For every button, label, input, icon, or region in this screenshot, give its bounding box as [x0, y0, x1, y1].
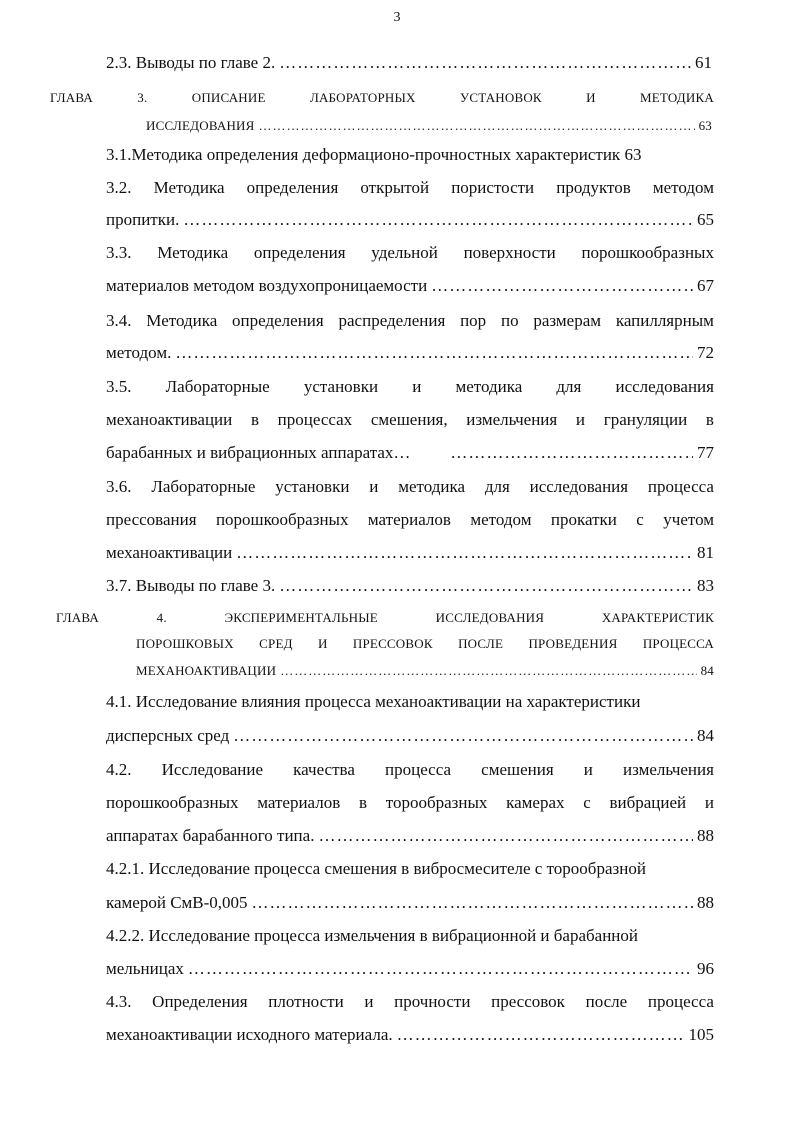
toc-entry-4-1-line1: 4.1. Исследование влияния процесса механоактивации на характеристики [106, 692, 641, 711]
toc-entry-3-2-line2: пропитки. …………………………………………………………………………………………………………………………………………………………………………………… 65 [106, 210, 714, 230]
dot-leader [397, 1025, 685, 1045]
toc-entry-4-2-line1: 4.2. Исследование качества процесса смешения и измельчения [106, 760, 714, 779]
toc-entry-4-2-1-line1: 4.2.1. Исследование процесса смешения в вибросмесителе с торообразной [106, 859, 646, 878]
toc-entry-page: 65 [697, 210, 714, 229]
chapter-3-heading-line1: ГЛАВА 3. ОПИСАНИЕ ЛАБОРАТОРНЫХ УСТАНОВОК И МЕТОДИКА [50, 90, 714, 105]
toc-entry-4-1-line2: дисперсных сред …………………………………………………………………………………………………………………………………………………………………………………… 84 [106, 726, 714, 746]
toc-entry-page: 72 [697, 343, 714, 362]
toc-entry-3-5-line3: барабанных и вибрационных аппаратах… …………………………………………………………………………………………………………………………………………………………………………………… 77 [106, 443, 714, 463]
dot-leader [280, 661, 696, 681]
toc-entry-3-3-line2: материалов методом воздухопроницаемости …………………………………………………………………………………………………………………………………………………………………………………… 67 [106, 276, 714, 296]
toc-entry-3-6-line3: механоактивации …………………………………………………………………………………………………………………………………………………………………………………… 81 [106, 543, 714, 563]
toc-entry-page: 105 [688, 1025, 714, 1044]
dot-leader [252, 893, 693, 913]
toc-entry-3-4-line1: 3.4. Методика определения распределения пор по размерам капиллярным [106, 311, 714, 330]
toc-entry-2-3 [106, 53, 712, 73]
dot-leader [318, 826, 693, 846]
chapter-4-heading-line2: ПОРОШКОВЫХ СРЕД И ПРЕССОВОК ПОСЛЕ ПРОВЕДЕНИЯ ПРОЦЕССА [136, 636, 714, 651]
dot-leader [175, 343, 693, 363]
dot-leader [183, 210, 693, 230]
toc-entry-3-6-line2: прессования порошкообразных материалов методом прокатки с учетом [106, 510, 714, 529]
dot-leader [279, 576, 693, 596]
dot-leader [279, 53, 691, 73]
toc-entry-page: 83 [697, 576, 714, 595]
toc-entry-3-5-line1: 3.5. Лабораторные установки и методика для исследования [106, 377, 714, 396]
toc-entry-page: 67 [697, 276, 714, 295]
chapter-4-heading-line3: МЕХАНОАКТИВАЦИИ …………………………………………………………………………………………………………………………………………………………………………………… 84 [136, 661, 714, 681]
page-number: 3 [393, 10, 401, 25]
dot-leader [431, 276, 693, 296]
toc-entry-page: 81 [697, 543, 714, 562]
toc-entry-page: 84 [700, 663, 714, 678]
toc-entry-3-2-line1: 3.2. Методика определения открытой пористости продуктов методом [106, 178, 714, 197]
toc-entry-title: 3.7. Выводы по главе 3. [106, 576, 276, 595]
toc-entry-page: 84 [697, 726, 714, 745]
dot-leader [259, 116, 695, 136]
dot-leader [236, 543, 693, 563]
toc-entry-3-1 [106, 145, 716, 165]
toc-entry-page: 77 [697, 443, 714, 462]
dot-leader [233, 726, 693, 746]
toc-entry-3-6-line1: 3.6. Лабораторные установки и методика для исследования процесса [106, 477, 714, 496]
toc-entry-3-5-line2: механоактивации в процессах смешения, измельчения и грануляции в [106, 410, 714, 429]
toc-entry-title: 2.3. Выводы по главе 2. [106, 53, 276, 72]
toc-entry-4-3-line1: 4.3. Определения плотности и прочности прессовок после процесса [106, 992, 714, 1011]
toc-entry-page: 63 [624, 145, 642, 164]
toc-entry-3-3-line1: 3.3. Методика определения удельной поверхности порошкообразных [106, 243, 714, 262]
toc-entry-page: 63 [698, 118, 712, 133]
toc-entry-4-2-line2: порошкообразных материалов в торообразных камерах с вибрацией и [106, 793, 714, 812]
toc-entry-4-2-line3: аппаратах барабанного типа. …………………………………………………………………………………………………………………………………………………………………………………… 88 [106, 826, 714, 846]
dot-leader [450, 443, 693, 463]
toc-entry-3-4-line2: методом. …………………………………………………………………………………………………………………………………………………………………………………… 72 [106, 343, 714, 363]
toc-entry-4-3-line2: механоактивации исходного материала. …………………………………………………………………………………………………………………………………………………………………………………… 105 [106, 1025, 714, 1045]
dot-leader [188, 959, 693, 979]
toc-entry-page: 88 [697, 826, 714, 845]
toc-entry-4-2-2-line2: мельницах …………………………………………………………………………………………………………………………………………………………………………………… 96 [106, 959, 714, 979]
chapter-3-heading-line2: ИССЛЕДОВАНИЯ …………………………………………………………………………………………………………………………………………………………………………………… 63 [146, 116, 712, 136]
toc-entry-page: 61 [695, 53, 712, 72]
chapter-4-heading-line1: ГЛАВА 4. ЭКСПЕРИМЕНТАЛЬНЫЕ ИССЛЕДОВАНИЯ ХАРАКТЕРИСТИК [56, 610, 714, 625]
toc-entry-4-2-1-line2: камерой СмВ-0,005 …………………………………………………………………………………………………………………………………………………………………………………… 88 [106, 893, 714, 913]
toc-entry-page: 88 [697, 893, 714, 912]
toc-entry-page: 96 [697, 959, 714, 978]
toc-entry-3-7 [106, 576, 714, 596]
toc-entry-title: 3.1.Методика определения деформационо-прочностных характеристик [106, 145, 621, 164]
toc-entry-4-2-2-line1: 4.2.2. Исследование процесса измельчения в вибрационной и барабанной [106, 926, 639, 945]
